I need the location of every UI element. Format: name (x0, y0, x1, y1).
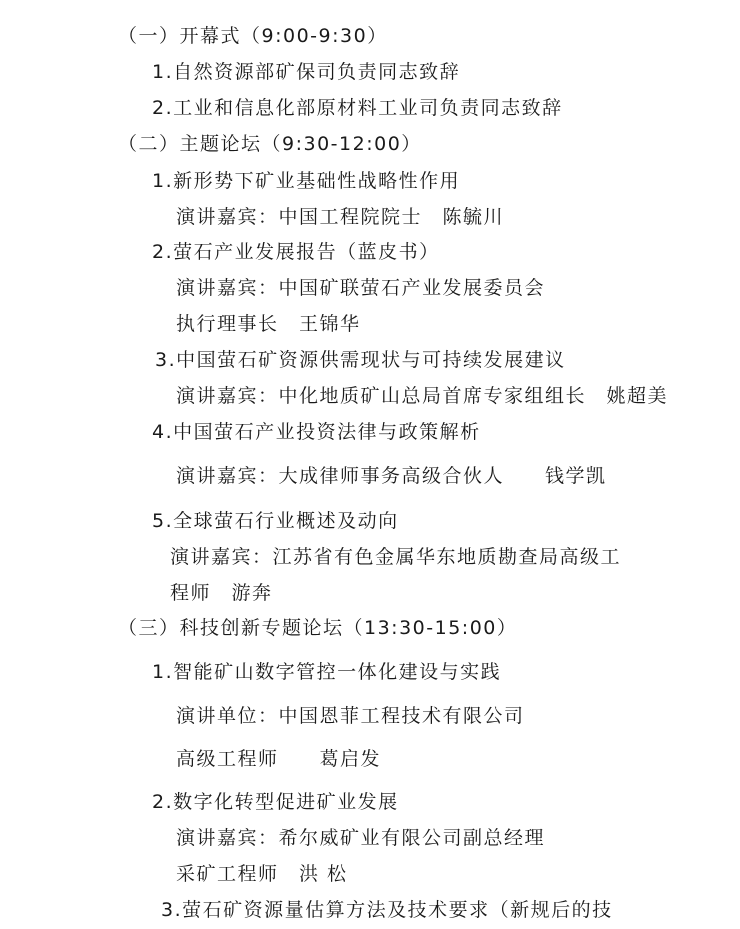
agenda-item-speaker-cont: 执行理事长 王锦华 (176, 313, 361, 335)
agenda-item-speaker: 演讲嘉宾：中化地质矿山总局首席专家组组长 姚超美 (176, 385, 669, 407)
agenda-item-speaker-cont: 采矿工程师 洪 松 (176, 863, 348, 885)
agenda-item: 1.自然资源部矿保司负责同志致辞 (152, 61, 461, 83)
section-heading-tech-forum: （三）科技创新专题论坛（13:30-15:00） (118, 617, 518, 639)
agenda-item-title: 2.数字化转型促进矿业发展 (152, 791, 399, 813)
agenda-item-title: 5.全球萤石行业概述及动向 (152, 510, 399, 532)
agenda-item-title: 1.智能矿山数字管控一体化建设与实践 (152, 661, 502, 683)
agenda-item-speaker: 演讲嘉宾：中国工程院院士 陈毓川 (176, 206, 505, 228)
section-heading-opening: （一）开幕式（9:00-9:30） (118, 25, 388, 47)
agenda-item-title: 1.新形势下矿业基础性战略性作用 (152, 170, 461, 192)
agenda-item-title: 3.中国萤石矿资源供需现状与可持续发展建议 (155, 349, 566, 371)
agenda-item-title: 2.萤石产业发展报告（蓝皮书） (152, 241, 440, 263)
agenda-item-title: 3.萤石矿资源量估算方法及技术要求（新规后的技 (161, 899, 613, 921)
agenda-item-speaker-cont: 高级工程师 葛启发 (176, 748, 382, 770)
agenda-item-title: 4.中国萤石产业投资法律与政策解析 (152, 421, 481, 443)
agenda-item-speaker: 演讲单位：中国恩菲工程技术有限公司 (176, 705, 525, 727)
agenda-item: 2.工业和信息化部原材料工业司负责同志致辞 (152, 97, 563, 119)
agenda-item-speaker: 演讲嘉宾：江苏省有色金属华东地质勘查局高级工 (170, 546, 622, 568)
agenda-item-speaker-cont: 程师 游奔 (170, 582, 273, 604)
agenda-item-speaker: 演讲嘉宾：希尔威矿业有限公司副总经理 (176, 827, 546, 849)
agenda-item-speaker: 演讲嘉宾：大成律师事务高级合伙人 钱学凯 (176, 465, 607, 487)
section-heading-keynote: （二）主题论坛（9:30-12:00） (118, 133, 422, 155)
agenda-item-speaker: 演讲嘉宾：中国矿联萤石产业发展委员会 (176, 277, 546, 299)
